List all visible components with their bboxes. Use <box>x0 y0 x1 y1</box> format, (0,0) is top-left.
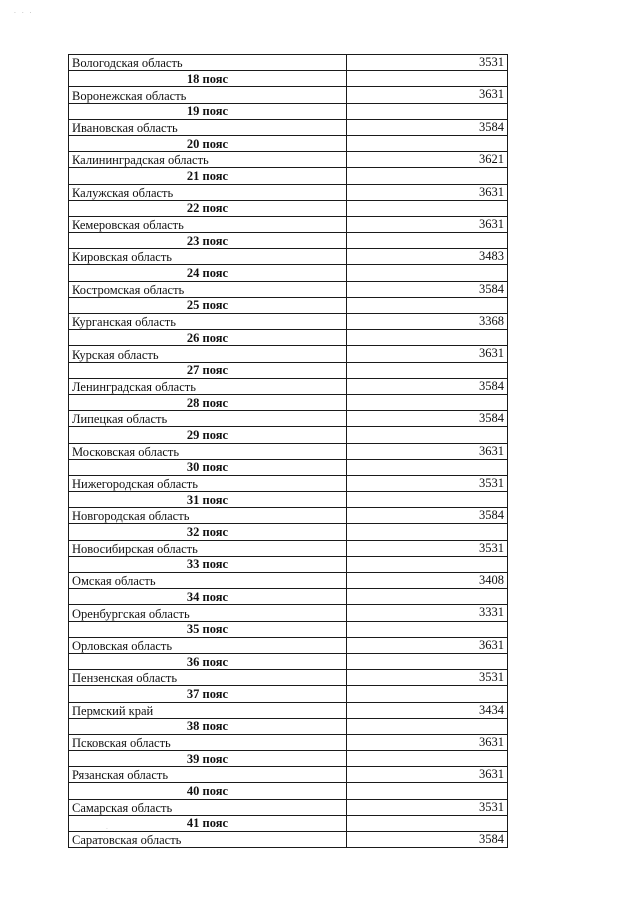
region-row <box>69 475 508 491</box>
region-value: 3531 <box>347 670 508 686</box>
zone-header-row <box>69 362 508 378</box>
region-value: 3531 <box>347 540 508 556</box>
region-row <box>69 605 508 621</box>
empty-cell <box>347 297 508 313</box>
zone-header-row <box>69 751 508 767</box>
region-row <box>69 152 508 168</box>
region-name: Ивановская область <box>69 119 347 135</box>
region-name: Кировская область <box>69 249 347 265</box>
zone-label: 31 пояс <box>69 492 347 508</box>
zone-label: 36 пояс <box>69 653 347 669</box>
region-name: Калужская область <box>69 184 347 200</box>
region-value: 3584 <box>347 411 508 427</box>
zone-label: 20 пояс <box>69 135 347 151</box>
region-row <box>69 443 508 459</box>
empty-cell <box>347 589 508 605</box>
region-name: Орловская область <box>69 637 347 653</box>
region-row <box>69 216 508 232</box>
region-row <box>69 799 508 815</box>
zone-label: 23 пояс <box>69 233 347 249</box>
empty-cell <box>347 653 508 669</box>
zone-label: 25 пояс <box>69 297 347 313</box>
scan-artifact: · · · <box>14 10 34 17</box>
zone-header-row <box>69 427 508 443</box>
region-row <box>69 378 508 394</box>
region-row <box>69 249 508 265</box>
region-value: 3621 <box>347 152 508 168</box>
region-row <box>69 55 508 71</box>
region-value: 3408 <box>347 573 508 589</box>
region-value: 3631 <box>347 637 508 653</box>
region-row <box>69 281 508 297</box>
zone-header-row <box>69 556 508 572</box>
zone-header-row <box>69 297 508 313</box>
region-name: Псковская область <box>69 734 347 750</box>
zone-label: 27 пояс <box>69 362 347 378</box>
region-row <box>69 314 508 330</box>
region-value: 3584 <box>347 832 508 848</box>
region-value: 3584 <box>347 508 508 524</box>
zone-label: 34 пояс <box>69 589 347 605</box>
zone-header-row <box>69 394 508 410</box>
region-value: 3531 <box>347 475 508 491</box>
region-name: Курганская область <box>69 314 347 330</box>
empty-cell <box>347 103 508 119</box>
zone-header-row <box>69 233 508 249</box>
region-name: Нижегородская область <box>69 475 347 491</box>
region-name: Курская область <box>69 346 347 362</box>
region-name: Вологодская область <box>69 55 347 71</box>
zone-header-row <box>69 265 508 281</box>
zone-header-row <box>69 653 508 669</box>
region-name: Калининградская область <box>69 152 347 168</box>
zone-label: 35 пояс <box>69 621 347 637</box>
empty-cell <box>347 783 508 799</box>
zone-header-row <box>69 524 508 540</box>
empty-cell <box>347 815 508 831</box>
empty-cell <box>347 459 508 475</box>
empty-cell <box>347 524 508 540</box>
zone-label: 24 пояс <box>69 265 347 281</box>
empty-cell <box>347 362 508 378</box>
region-value: 3584 <box>347 119 508 135</box>
region-value: 3631 <box>347 184 508 200</box>
region-value: 3368 <box>347 314 508 330</box>
zone-header-row <box>69 492 508 508</box>
empty-cell <box>347 135 508 151</box>
zone-header-row <box>69 718 508 734</box>
region-value: 3631 <box>347 734 508 750</box>
region-row <box>69 346 508 362</box>
zone-label: 39 пояс <box>69 751 347 767</box>
zone-label: 30 пояс <box>69 459 347 475</box>
region-name: Самарская область <box>69 799 347 815</box>
zone-header-row <box>69 330 508 346</box>
zone-header-row <box>69 459 508 475</box>
region-value: 3584 <box>347 378 508 394</box>
region-row <box>69 573 508 589</box>
empty-cell <box>347 394 508 410</box>
empty-cell <box>347 200 508 216</box>
empty-cell <box>347 621 508 637</box>
tariff-table-body <box>69 55 508 848</box>
region-row <box>69 119 508 135</box>
zone-header-row <box>69 783 508 799</box>
empty-cell <box>347 427 508 443</box>
region-row <box>69 637 508 653</box>
tariff-table <box>68 54 508 848</box>
region-row <box>69 184 508 200</box>
region-name: Воронежская область <box>69 87 347 103</box>
region-row <box>69 832 508 848</box>
zone-header-row <box>69 686 508 702</box>
region-row <box>69 411 508 427</box>
region-name: Костромская область <box>69 281 347 297</box>
region-value: 3631 <box>347 767 508 783</box>
scan-artifact: · <box>106 826 108 833</box>
zone-header-row <box>69 200 508 216</box>
zone-label: 37 пояс <box>69 686 347 702</box>
zone-label: 26 пояс <box>69 330 347 346</box>
region-value: 3483 <box>347 249 508 265</box>
zone-header-row <box>69 589 508 605</box>
region-value: 3331 <box>347 605 508 621</box>
zone-header-row <box>69 71 508 87</box>
region-name: Оренбургская область <box>69 605 347 621</box>
region-value: 3434 <box>347 702 508 718</box>
empty-cell <box>347 556 508 572</box>
region-row <box>69 670 508 686</box>
empty-cell <box>347 265 508 281</box>
zone-header-row <box>69 168 508 184</box>
zone-label: 32 пояс <box>69 524 347 540</box>
empty-cell <box>347 330 508 346</box>
empty-cell <box>347 751 508 767</box>
empty-cell <box>347 71 508 87</box>
region-value: 3631 <box>347 443 508 459</box>
region-value: 3631 <box>347 87 508 103</box>
zone-header-row <box>69 103 508 119</box>
region-name: Ленинградская область <box>69 378 347 394</box>
region-value: 3531 <box>347 55 508 71</box>
zone-label: 38 пояс <box>69 718 347 734</box>
zone-label: 19 пояс <box>69 103 347 119</box>
zone-label: 33 пояс <box>69 556 347 572</box>
region-row <box>69 734 508 750</box>
region-name: Омская область <box>69 573 347 589</box>
region-name: Кемеровская область <box>69 216 347 232</box>
zone-label: 40 пояс <box>69 783 347 799</box>
region-name: Новгородская область <box>69 508 347 524</box>
region-row <box>69 540 508 556</box>
region-name: Новосибирская область <box>69 540 347 556</box>
region-name: Московская область <box>69 443 347 459</box>
empty-cell <box>347 233 508 249</box>
zone-label: 41 пояс <box>69 815 347 831</box>
empty-cell <box>347 718 508 734</box>
region-value: 3631 <box>347 346 508 362</box>
region-name: Рязанская область <box>69 767 347 783</box>
region-row <box>69 508 508 524</box>
region-value: 3631 <box>347 216 508 232</box>
region-row <box>69 702 508 718</box>
zone-header-row <box>69 815 508 831</box>
zone-header-row <box>69 621 508 637</box>
region-name: Пензенская область <box>69 670 347 686</box>
empty-cell <box>347 492 508 508</box>
empty-cell <box>347 168 508 184</box>
zone-label: 22 пояс <box>69 200 347 216</box>
region-row <box>69 767 508 783</box>
region-row <box>69 87 508 103</box>
region-name: Пермский край <box>69 702 347 718</box>
zone-label: 18 пояс <box>69 71 347 87</box>
region-value: 3584 <box>347 281 508 297</box>
empty-cell <box>347 686 508 702</box>
zone-label: 21 пояс <box>69 168 347 184</box>
region-value: 3531 <box>347 799 508 815</box>
region-name: Липецкая область <box>69 411 347 427</box>
zone-header-row <box>69 135 508 151</box>
region-name: Саратовская область <box>69 832 347 848</box>
zone-label: 28 пояс <box>69 394 347 410</box>
zone-label: 29 пояс <box>69 427 347 443</box>
